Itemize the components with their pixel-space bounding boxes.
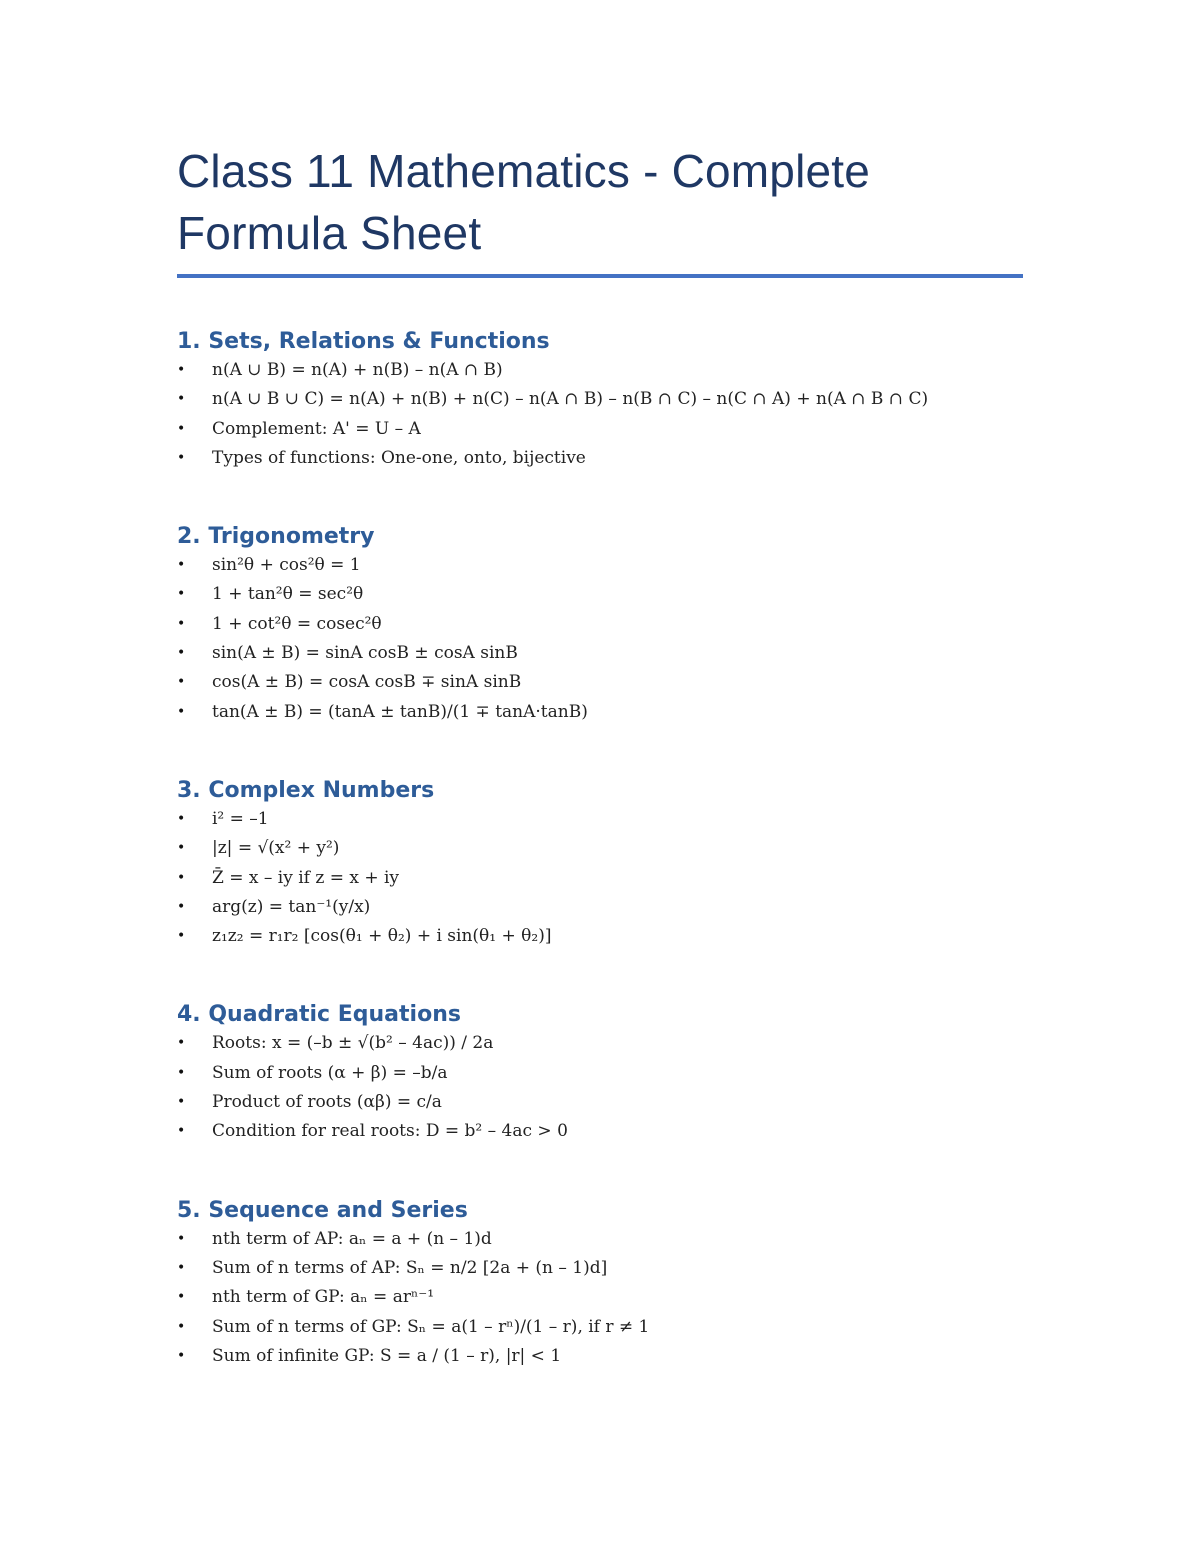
list-item: [177, 444, 1023, 473]
formula-text: n(A ∪ B) = n(A) + n(B) – n(A ∩ B): [212, 360, 503, 380]
title-underline: [177, 274, 1023, 278]
formula-text: Sum of n terms of GP: Sₙ = a(1 – rⁿ)/(1 – r), if r ≠ 1: [212, 1316, 650, 1337]
page-title-line-2: Formula Sheet: [177, 207, 482, 259]
list-item: [177, 1225, 1023, 1254]
bullet-icon: •: [177, 840, 186, 857]
list-item: [177, 922, 1023, 951]
section-heading: 1. Sets, Relations & Functions: [177, 329, 550, 354]
formula-list: [177, 1029, 1023, 1146]
section-heading: 5. Sequence and Series: [177, 1197, 468, 1223]
bullet-icon: •: [177, 1318, 186, 1335]
section-quadratic-equations: [177, 1001, 1023, 1146]
bullet-icon: •: [177, 1035, 186, 1052]
list-item: [177, 1117, 1023, 1146]
bullet-icon: •: [177, 1064, 186, 1081]
list-item: [177, 356, 1023, 385]
formula-text: tan(A ± B) = (tanA ± tanB)/(1 ∓ tanA·tanB): [212, 701, 588, 722]
formula-text: nth term of GP: aₙ = arⁿ⁻¹: [212, 1287, 435, 1308]
formula-text: Sum of infinite GP: S = a / (1 – r), |r| < 1: [212, 1345, 562, 1366]
formula-text: |z| = √(x² + y²): [212, 838, 340, 859]
formula-text: Z̄ = x – iy if z = x + iy: [212, 867, 400, 888]
formula-list: [177, 805, 1023, 951]
list-item: [177, 864, 1023, 893]
formula-text: arg(z) = tan⁻¹(y/x): [212, 896, 371, 917]
list-item: [177, 1029, 1023, 1058]
section-heading: 2. Trigonometry: [177, 524, 375, 550]
formula-sheet-page: [177, 140, 1023, 1371]
bullet-icon: •: [177, 391, 186, 408]
bullet-icon: •: [177, 1259, 186, 1276]
formula-text: sin²θ + cos²θ = 1: [212, 555, 361, 576]
bullet-icon: •: [177, 1289, 186, 1306]
bullet-icon: •: [177, 674, 186, 691]
list-item: [177, 698, 1023, 727]
page-title: [177, 140, 1023, 274]
formula-list: [177, 1225, 1023, 1371]
formula-text: 1 + cot²θ = cosec²θ: [212, 613, 382, 634]
list-item: [177, 415, 1023, 444]
section-sequence-and-series: [177, 1197, 1023, 1371]
bullet-icon: •: [177, 703, 186, 720]
bullet-icon: •: [177, 586, 186, 603]
bullet-icon: •: [177, 420, 186, 437]
section-heading: 3. Complex Numbers: [177, 777, 435, 803]
list-item: [177, 639, 1023, 668]
bullet-icon: •: [177, 449, 186, 466]
formula-text: z₁z₂ = r₁r₂ [cos(θ₁ + θ₂) + i sin(θ₁ + θ₂)]: [212, 926, 552, 947]
formula-text: Sum of roots (α + β) = –b/a: [212, 1062, 448, 1083]
list-item: [177, 1088, 1023, 1117]
bullet-icon: •: [177, 1230, 186, 1247]
list-item: [177, 1283, 1023, 1312]
list-item: [177, 610, 1023, 639]
list-item: [177, 805, 1023, 834]
bullet-icon: •: [177, 557, 186, 574]
list-item: [177, 893, 1023, 922]
formula-list: [177, 356, 1023, 473]
list-item: [177, 1342, 1023, 1371]
bullet-icon: •: [177, 615, 186, 632]
formula-text: n(A ∪ B ∪ C) = n(A) + n(B) + n(C) – n(A ∩ B) – n(B ∩ C) – n(C ∩ A) + n(A ∩ B ∩ C): [212, 389, 929, 410]
formula-text: Product of roots (αβ) = c/a: [212, 1092, 442, 1113]
formula-text: Condition for real roots: D = b² – 4ac > 0: [212, 1121, 568, 1142]
formula-list: [177, 551, 1023, 727]
bullet-icon: •: [177, 928, 186, 945]
section-sets-relations-functions: [177, 328, 1023, 473]
bullet-icon: •: [177, 810, 186, 827]
page-title-line-1: Class 11 Mathematics - Complete: [177, 145, 871, 197]
list-item: [177, 385, 1023, 414]
formula-text: sin(A ± B) = sinA cosB ± cosA sinB: [212, 643, 518, 664]
section-complex-numbers: [177, 777, 1023, 951]
list-item: [177, 668, 1023, 697]
bullet-icon: •: [177, 1347, 186, 1364]
formula-text: Roots: x = (–b ± √(b² – 4ac)) / 2a: [212, 1033, 494, 1054]
bullet-icon: •: [177, 1094, 186, 1111]
formula-text: 1 + tan²θ = sec²θ: [212, 584, 364, 605]
formula-text: cos(A ± B) = cosA cosB ∓ sinA sinB: [212, 672, 522, 693]
list-item: [177, 551, 1023, 580]
list-item: [177, 580, 1023, 609]
section-trigonometry: [177, 523, 1023, 727]
formula-text: nth term of AP: aₙ = a + (n – 1)d: [212, 1228, 492, 1249]
bullet-icon: •: [177, 1123, 186, 1140]
bullet-icon: •: [177, 645, 186, 662]
formula-text: Sum of n terms of AP: Sₙ = n/2 [2a + (n – 1)d]: [212, 1257, 608, 1278]
list-item: [177, 834, 1023, 863]
section-heading: 4. Quadratic Equations: [177, 1002, 461, 1028]
bullet-icon: •: [177, 362, 186, 378]
formula-text: Complement: A' = U – A: [212, 418, 421, 439]
formula-text: Types of functions: One-one, onto, bijective: [212, 447, 586, 468]
formula-text: i² = –1: [212, 808, 269, 829]
list-item: [177, 1254, 1023, 1283]
list-item: [177, 1313, 1023, 1342]
bullet-icon: •: [177, 869, 186, 886]
list-item: [177, 1059, 1023, 1088]
bullet-icon: •: [177, 898, 186, 915]
